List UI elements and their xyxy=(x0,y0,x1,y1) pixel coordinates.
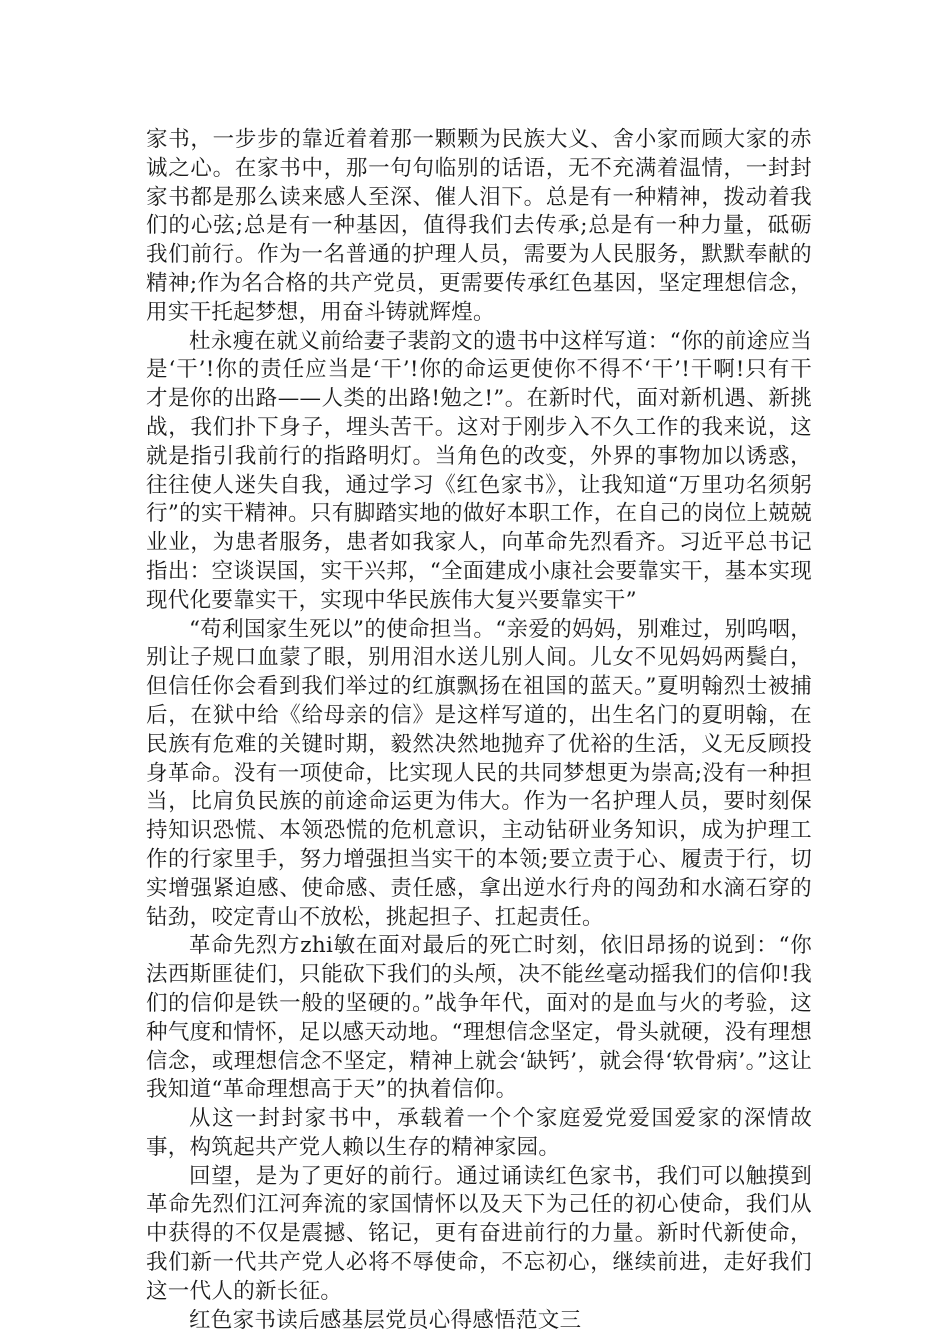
paragraph-1: 家书，一步步的靠近着着那一颗颗为民族大义、舍小家而顾大家的赤诚之心。在家书中，那一句句临别的话语，无不充满着温情，一封封家书都是那么读来感人至深、催人泪下。总是有一种精神，拨动着我们的心弦;总是有一种基因，值得我们去传承;总是有一种力量，砥砺我们前行。作为一名普通的护理人员，需要为人民服务，默默奉献的精神;作为名合格的共产党员，更需要传承红色基因，坚定理想信念，用实干托起梦想，用奋斗铸就辉煌。 xyxy=(146,127,812,325)
section-heading: 红色家书读后感基层党员心得感悟范文三 xyxy=(189,1307,582,1333)
paragraph-6: 回望，是为了更好的前行。通过诵读红色家书，我们可以触摸到革命先烈们江河奔流的家国情怀以及天下为己任的初心使命，我们从中获得的不仅是震撼、铭记，更有奋进前行的力量。新时代新使命，我们新一代共产党人必将不辱使命，不忘初心，继续前进，走好我们这一代人的新长征。 xyxy=(146,1163,812,1304)
paragraph-4: 革命先烈方zhi敏在面对最后的死亡时刻，依旧昂扬的说到：“你法西斯匪徒们，只能砍下我们的头颅，决不能丝毫动摇我们的信仰!我们的信仰是铁一般的坚硬的。”战争年代，面对的是血与火的考验，这种气度和情怀，足以感天动地。“理想信念坚定，骨头就硬，没有理想信念，或理想信念不坚定，精神上就会‘缺钙’，就会得‘软骨病’。”这让我知道“革命理想高于天”的执着信仰。 xyxy=(146,933,812,1103)
paragraph-5: 从这一封封家书中，承载着一个个家庭爱党爱国爱家的深情故事，构筑起共产党人赖以生存的精神家园。 xyxy=(146,1106,812,1160)
paragraph-3: “苟利国家生死以”的使命担当。“亲爱的妈妈，别难过，别呜咽，别让子规口血蒙了眼，别用泪水送儿别人间。儿女不见妈妈两鬓白，但信任你会看到我们举过的红旗飘扬在祖国的蓝天。”夏明翰烈士被捕后，在狱中给《给母亲的信》是这样写道的，出生名门的夏明翰，在民族有危难的关键时期，毅然决然地抛弃了优裕的生活，义无反顾投身革命。没有一项使命，比实现人民的共同梦想更为崇高;没有一种担当，比肩负民族的前途命运更为伟大。作为一名护理人员，要时刻保持知识恐慌、本领恐慌的危机意识，主动钻研业务知识，成为护理工作的行家里手，努力增强担当实干的本领;要立责于心、履责于行，切实增强紧迫感、使命感、责任感，拿出逆水行舟的闯劲和水滴石穿的钻劲，咬定青山不放松，挑起担子、扛起责任。 xyxy=(146,616,812,930)
document-page xyxy=(146,126,812,1335)
paragraph-2: 杜永瘦在就义前给妻子裴韵文的遗书中这样写道：“你的前途应当是‘干’!你的责任应当是‘干’!你的命运更使你不得不‘干’!干啊!只有干才是你的出路——人类的出路!勉之!”。在新时代，面对新机遇、新挑战，我们扑下身子，埋头苦干。这对于刚步入不久工作的我来说，这就是指引我前行的指路明灯。当角色的改变，外界的事物加以诱惑，往往使人迷失自我，通过学习《红色家书》，让我知道“万里功名须躬行”的实干精神。只有脚踏实地的做好本职工作，在自己的岗位上兢兢业业，为患者服务，患者如我家人，向革命先烈看齐。习近平总书记指出：空谈误国，实干兴邦，“全面建成小康社会要靠实干，基本实现现代化要靠实干，实现中华民族伟大复兴要靠实干” xyxy=(146,328,812,613)
